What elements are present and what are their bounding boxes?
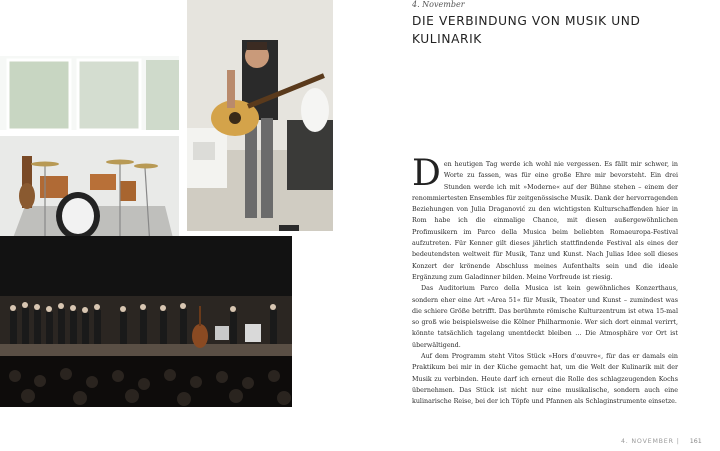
footer-separator: |: [676, 438, 680, 445]
article-body: [412, 153, 678, 408]
page-number: 161: [689, 438, 702, 445]
guitarist-photo: [187, 0, 333, 231]
article-paragraph: Das Auditorium Parco della Musica ist kein gewöhnliches Konzerthaus, sondern eher eine Art »Area 51« für Musik, Theater und Kunst – zumindest was die schiere Größe betrifft. Das berühmte römische Kulturzentrum ist etwa 15-mal so groß wie beispielsweise die Kölner Philharmonie. Wer sich dort einmal verirrt, könnte tatsächlich tagelang unentdeckt bleiben … Die Atmosphäre vor Ort ist überwältigend.: [412, 285, 678, 349]
concert-stage-photo: [0, 236, 292, 407]
article-paragraph: Den heutigen Tag werde ich wohl nie vergessen. Es fällt mir schwer, in Worte zu fassen, was für eine große Ehre mir bevorsteht. Ein drei Stunden werde ich mit »Moderne« auf der Bühne stehen – einem der renommiertesten Ensembles für zeitgenössische Musik. Dank der hervorragenden Beziehungen von Julia Draganović zu den wichtigsten Kulturschaffenden hier in Rom habe ich die einmalige Chance, mit diesen außergewöhnlichen Profimusikern im Parco della Musica beim beliebten Romaeuropa-Festival aufzutreten. Für Kenner gilt dieses jährlich stattfindende Festival als eines der bedeutendsten weltweit für Musik, Tanz und Kunst. Nach Julias Idee soll dieses Konzert der krönende Abschluss meines Aufenthalts sein und die ideale Ergänzung zum Galadinner bilden. Meine Vorfreude ist riesig.: [412, 153, 678, 281]
page-title: DIE VERBINDUNG VON MUSIK UND KULINARIK: [412, 14, 641, 46]
drop-cap: D: [412, 153, 441, 194]
entry-date: 4. November: [412, 0, 465, 9]
drum-kit-photo: [0, 56, 179, 259]
article-paragraph: Auf dem Programm steht Vitos Stück »Hors d'œuvre«, für das er damals ein Praktikum bei mir in der Küche gemacht hat, um die Welt der Kulinarik mit der Musik zu verbinden. Heute darf ich erneut die Rolle des schlagzeugenden Kochs übernehmen. Das Stück ist nicht nur eine musikalische, sondern auch eine kulinarische Reise, bei der ich Töpfe und Pfannen als Schlaginstrumente einsetze.: [412, 353, 678, 406]
footer-section: 4. NOVEMBER: [621, 438, 674, 445]
page-footer: [621, 438, 702, 445]
